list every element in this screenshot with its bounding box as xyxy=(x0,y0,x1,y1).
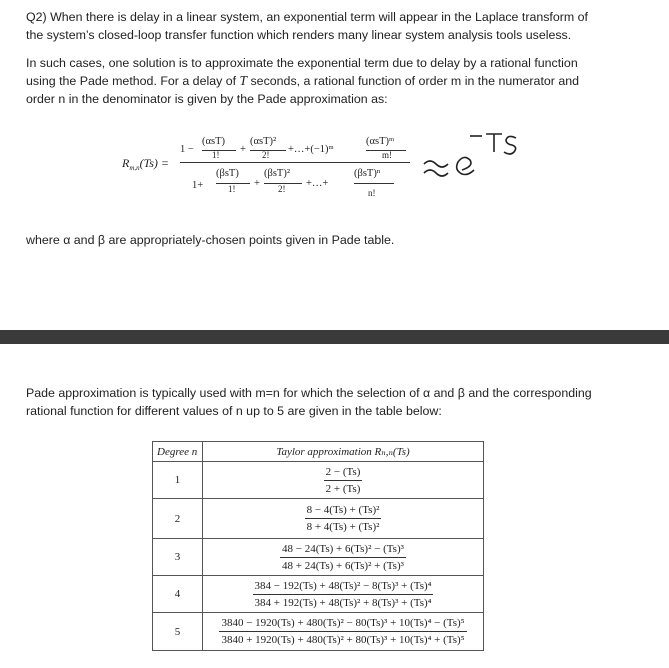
den-term2-top: (βsT)² xyxy=(264,168,290,179)
header-degree: Degree n xyxy=(153,442,203,462)
table-intro-paragraph xyxy=(26,384,636,420)
degree-cell: 1 xyxy=(153,462,203,499)
den-term3-bot: n! xyxy=(368,188,376,198)
question-line-2: the system’s closed-loop transfer function which renders many linear system analysis tools useless. xyxy=(26,28,572,42)
table-row xyxy=(153,462,484,499)
pade-table xyxy=(152,441,484,651)
num-term1-bot: 1! xyxy=(212,150,220,160)
pade-intro-paragraph xyxy=(26,54,636,108)
den-one: 1+ xyxy=(192,180,204,191)
num-term1-top: (αsT) xyxy=(202,136,225,147)
den-term2-bot: 2! xyxy=(278,184,286,194)
num-term3-top: (αsT)ᵐ xyxy=(366,136,395,147)
table-row xyxy=(153,499,484,539)
page-top xyxy=(0,0,669,330)
formula-lhs xyxy=(122,156,169,172)
rational-fraction xyxy=(219,615,466,648)
hand-s xyxy=(504,136,516,154)
den-term1-bot: 1! xyxy=(228,184,236,194)
where-line xyxy=(26,231,636,249)
pade-formula xyxy=(122,128,422,218)
rational-fn-cell xyxy=(203,613,484,651)
para2-line-2a: using the Pade method. For a delay of xyxy=(26,74,240,88)
hand-T xyxy=(486,134,502,152)
rational-fn-cell xyxy=(203,462,484,499)
rational-fn-cell xyxy=(203,499,484,539)
fraction-numerator: 384 − 192(Ts) + 48(Ts)² − 8(Ts)³ + (Ts)⁴ xyxy=(253,578,434,595)
den-dots: +…+ xyxy=(306,178,329,189)
rational-fn-cell xyxy=(203,539,484,576)
fraction-denominator: 48 + 24(Ts) + 6(Ts)² + (Ts)³ xyxy=(282,559,404,572)
fraction-numerator: 3840 − 1920(Ts) + 480(Ts)² − 80(Ts)³ + 10(Ts)⁴ − (Ts)⁵ xyxy=(219,615,466,632)
table-intro-line-1: Pade approximation is typically used with m=n for which the selection of α and β and the corresponding xyxy=(26,386,592,400)
table-row xyxy=(153,576,484,613)
table-row xyxy=(153,613,484,651)
rational-fraction xyxy=(324,464,363,497)
hand-approx-top xyxy=(424,161,448,167)
num-plus: + xyxy=(240,144,246,155)
page-divider xyxy=(0,330,669,344)
para2-line-1: In such cases, one solution is to approximate the exponential term due to delay by a rational function xyxy=(26,56,578,70)
den-term1-top: (βsT) xyxy=(216,168,239,179)
rational-fraction xyxy=(280,541,406,574)
fraction-numerator: 48 − 24(Ts) + 6(Ts)² − (Ts)³ xyxy=(280,541,406,558)
para2-line-3: order n in the denominator is given by the Pade approximation as: xyxy=(26,92,388,106)
den-plus: + xyxy=(254,178,260,189)
hand-approx-bottom xyxy=(424,170,448,176)
formula-lhs-r: R xyxy=(122,156,130,170)
fraction-denominator: 384 + 192(Ts) + 48(Ts)² + 8(Ts)³ + (Ts)⁴ xyxy=(254,596,432,609)
fraction-numerator: 2 − (Ts) xyxy=(324,464,363,481)
fraction-numerator: 8 − 4(Ts) + (Ts)² xyxy=(305,502,382,519)
num-one: 1 − xyxy=(180,144,194,155)
fraction-denominator: 3840 + 1920(Ts) + 480(Ts)² + 80(Ts)³ + 10(Ts)⁴ + (Ts)⁵ xyxy=(221,634,465,646)
num-term2-bot: 2! xyxy=(262,150,270,160)
degree-cell: 2 xyxy=(153,499,203,539)
den-term3-bar xyxy=(354,183,394,184)
num-term2-top: (αsT)² xyxy=(250,136,277,147)
degree-cell: 4 xyxy=(153,576,203,613)
table-intro-line-2: rational function for different values of n up to 5 are given in the table below: xyxy=(26,404,442,418)
formula-lhs-rest: (Ts) = xyxy=(139,156,169,170)
formula-lhs-sub: m,n xyxy=(129,164,140,172)
question-paragraph xyxy=(26,8,636,44)
delay-variable: T xyxy=(239,73,248,88)
rational-fraction xyxy=(305,502,382,535)
rational-fn-cell xyxy=(203,576,484,613)
table-row xyxy=(153,539,484,576)
where-line-text: where α and β are appropriately-chosen points given in Pade table. xyxy=(26,233,395,247)
handwritten-approx-exp xyxy=(418,126,528,186)
den-term3-top: (βsT)ⁿ xyxy=(354,168,381,179)
fraction-denominator: 2 + (Ts) xyxy=(325,482,361,495)
num-dots: +…+(−1)ᵐ xyxy=(288,144,334,155)
table-header-row xyxy=(153,442,484,462)
degree-cell: 3 xyxy=(153,539,203,576)
header-taylor: Taylor approximation Rₙ,ₙ(Ts) xyxy=(203,442,484,462)
fraction-denominator: 8 + 4(Ts) + (Ts)² xyxy=(306,521,380,533)
rational-fraction xyxy=(253,578,434,611)
hand-e xyxy=(457,157,474,174)
degree-cell: 5 xyxy=(153,613,203,651)
num-term3-bot: m! xyxy=(382,150,392,160)
main-fraction-bar xyxy=(180,162,410,163)
question-line-1: Q2) When there is delay in a linear system, an exponential term will appear in the Laplace transform of xyxy=(26,10,588,24)
para2-line-2b: seconds, a rational function of order m in the numerator and xyxy=(247,74,580,88)
